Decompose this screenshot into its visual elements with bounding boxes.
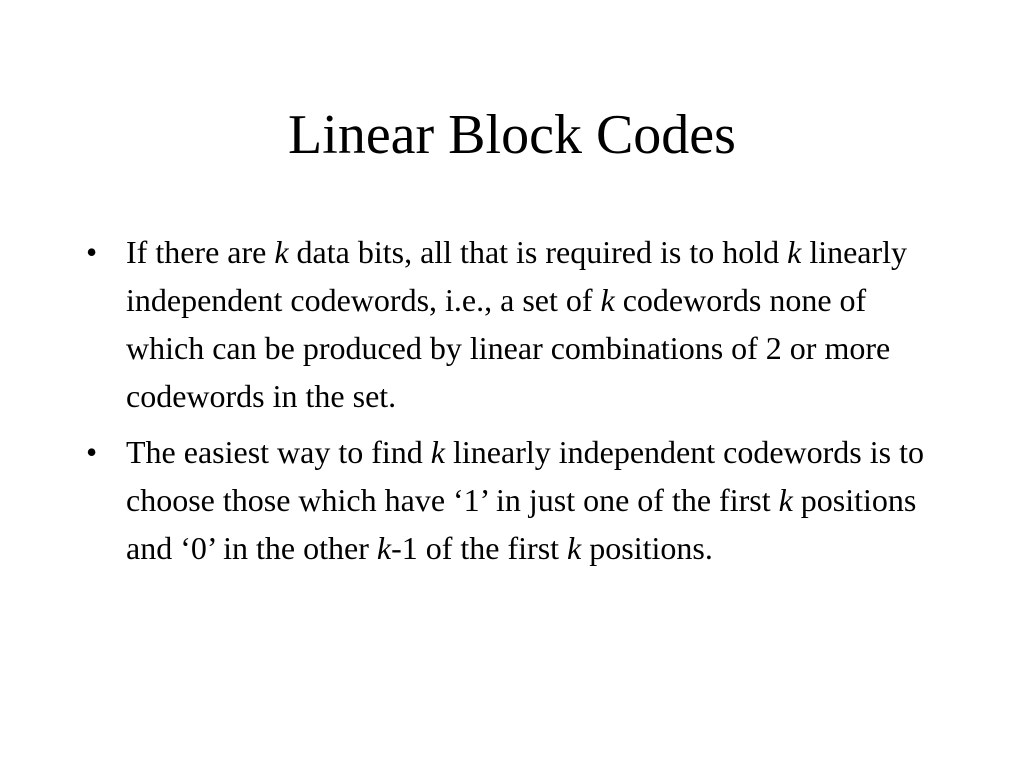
slide-title: Linear Block Codes [288,104,736,166]
variable-k: k [567,530,582,566]
variable-k: k [778,482,793,518]
bullet-item-1 [86,228,946,420]
bullet-icon: • [86,434,98,470]
text-segment: positions and ‘0’ in the other [126,482,917,566]
variable-k: k [787,234,802,270]
text-segment: The easiest way to find [126,434,431,470]
text-segment: linearly independent codewords is to choose those which have ‘1’ in just one of the first [126,434,924,518]
variable-k: k [430,434,445,470]
text-segment: If there are [126,234,275,270]
bullet-list [86,228,946,580]
variable-k: k [274,234,289,270]
text-segment: codewords none of which can be produced by linear combinations of 2 or more codewords in the set. [126,282,891,414]
bullet-icon: • [86,234,98,270]
bullet-text-2 [126,434,924,566]
text-segment: data bits, all that is required is to hold [288,234,788,270]
bullet-item-2 [86,428,946,572]
variable-k: k [600,282,615,318]
variable-k: k [376,530,392,566]
text-segment: positions. [581,530,713,566]
bullet-text-1 [126,234,907,414]
text-segment: linearly independent codewords, i.e., a set of [126,234,908,318]
text-segment: -1 of the first [391,530,568,566]
